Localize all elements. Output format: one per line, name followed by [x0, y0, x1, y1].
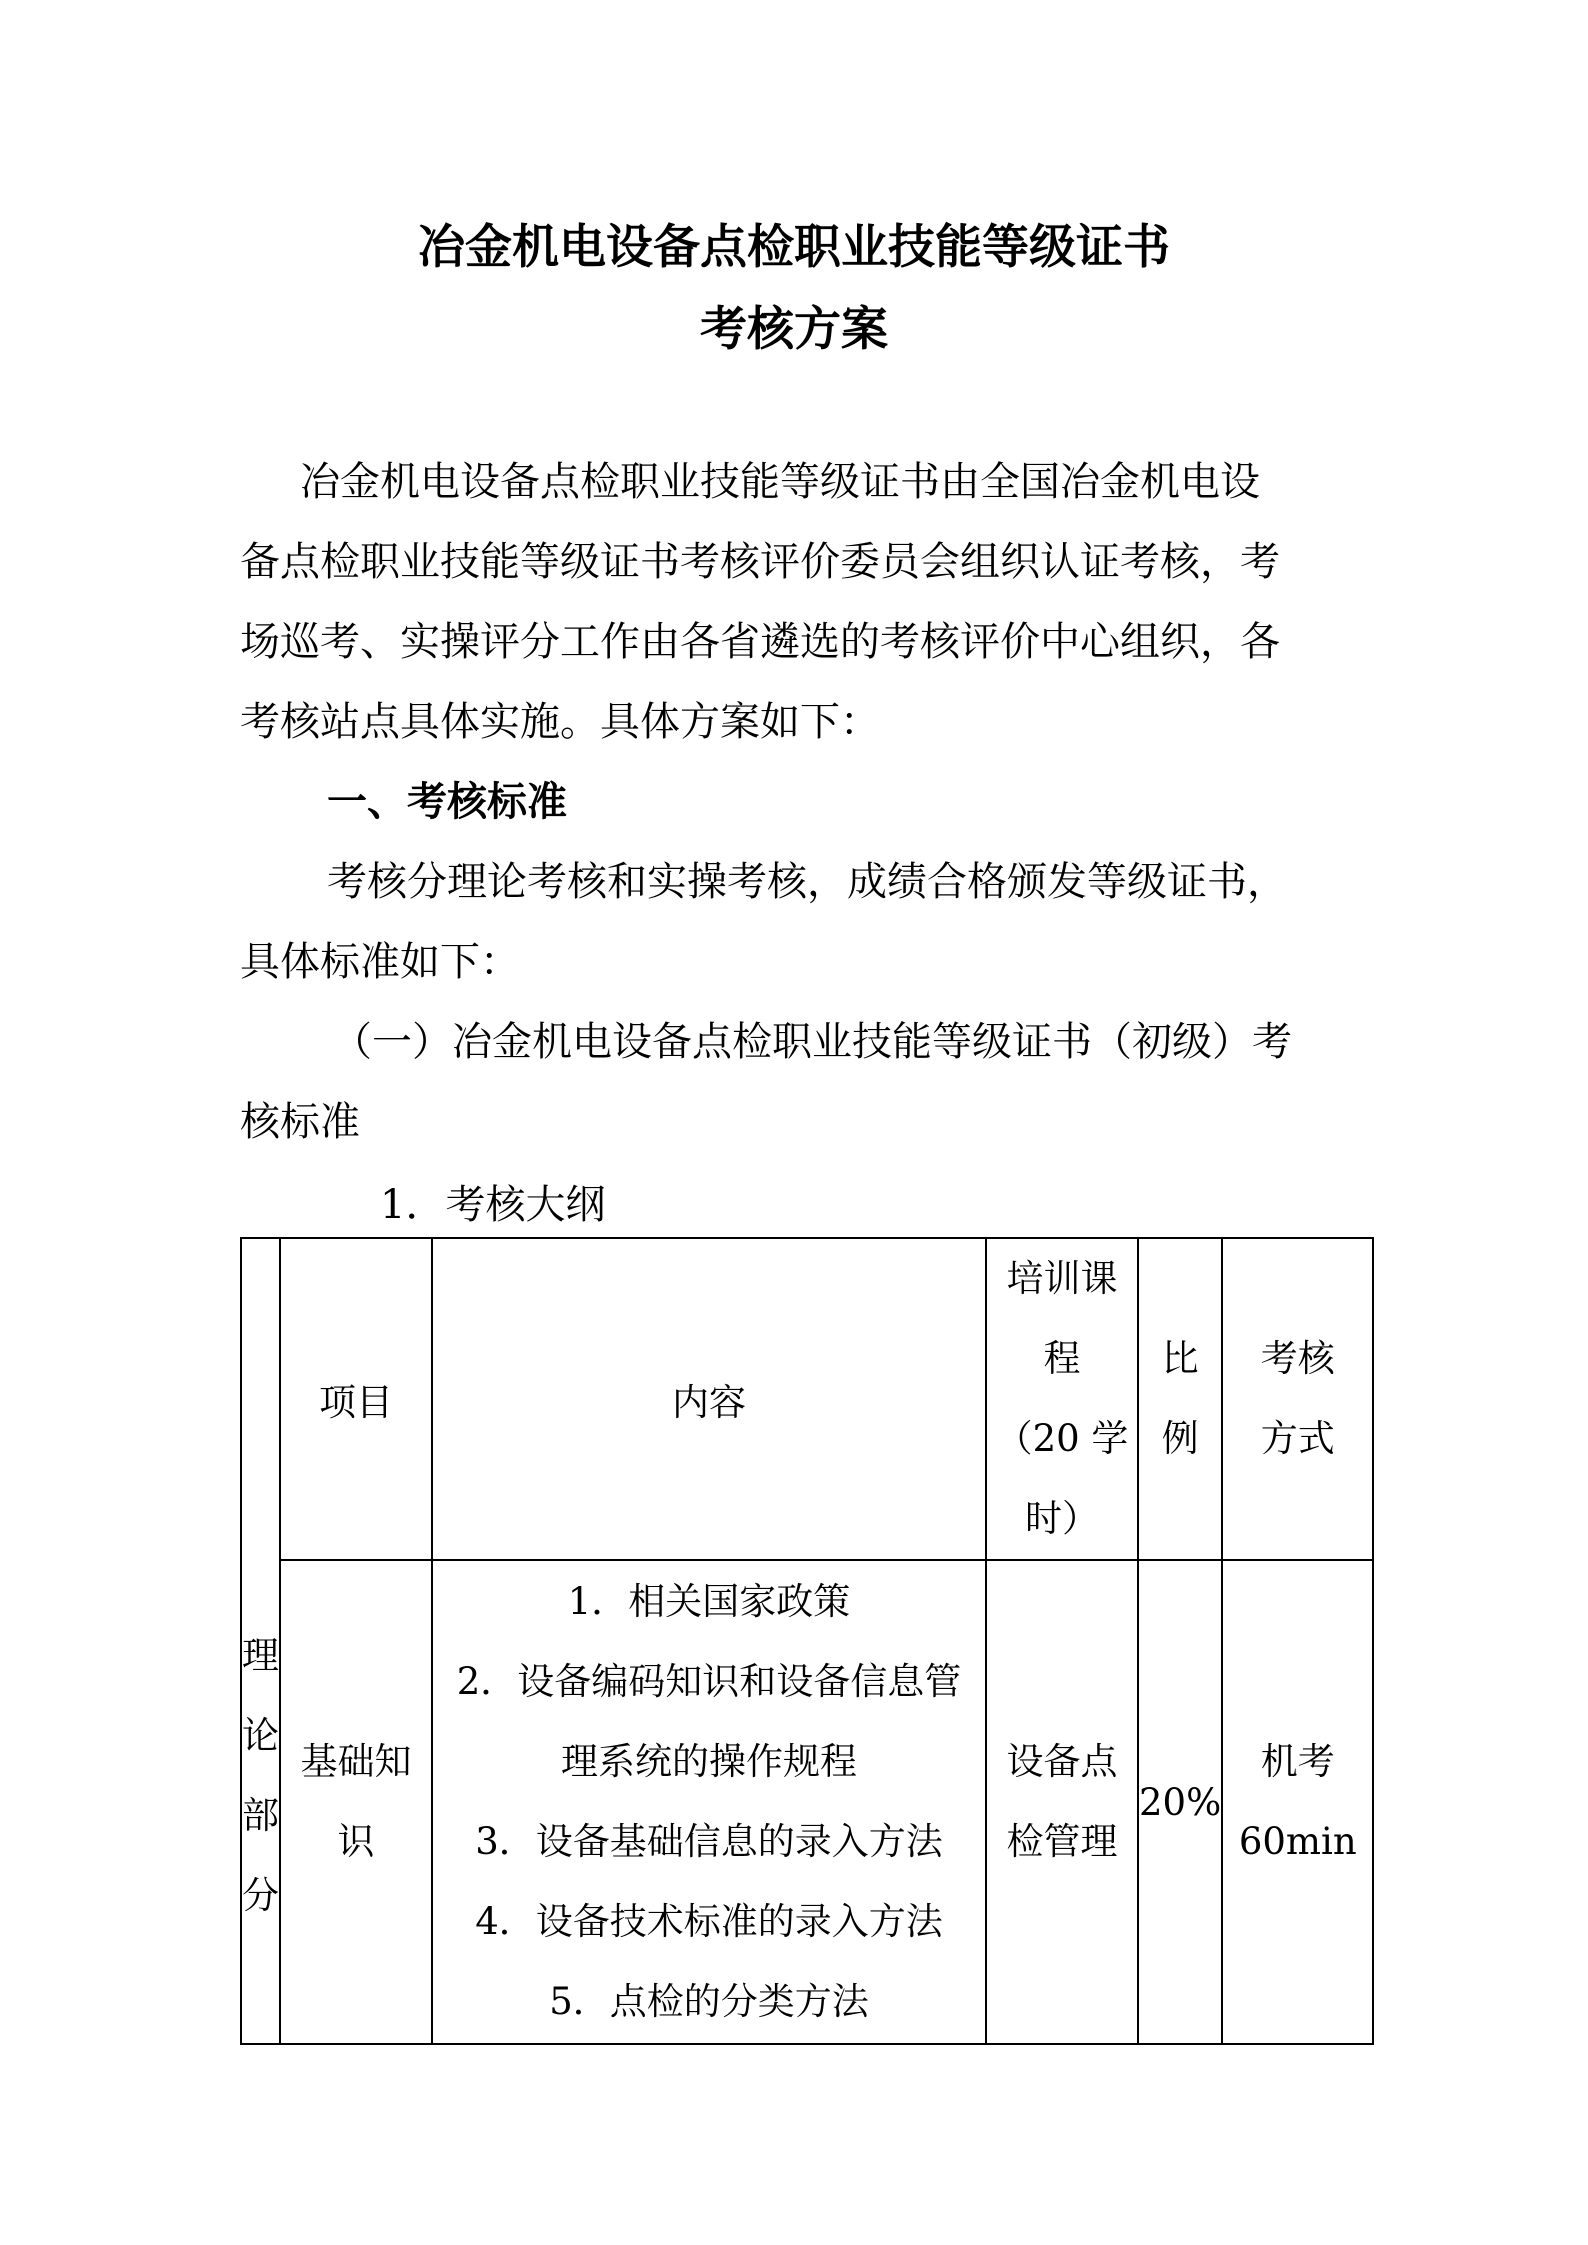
row-course-line: 设备点	[1006, 1740, 1118, 1783]
header-content-label: 内容	[672, 1381, 746, 1424]
header-ratio	[1138, 1238, 1222, 1560]
header-method-line: 方式	[1260, 1417, 1335, 1460]
row-ratio-value: 20%	[1139, 1780, 1222, 1824]
row-content-line: 2．设备编码知识和设备信息管	[456, 1660, 962, 1703]
intro-line-3: 场巡考、实操评分工作由各省遴选的考核评价中心组织，各	[240, 619, 1280, 665]
row-method-line: 机考	[1260, 1740, 1335, 1783]
header-content	[432, 1238, 986, 1560]
header-course-line: 程	[1043, 1337, 1081, 1380]
row-content-line: 5．点检的分类方法	[549, 1980, 869, 2023]
doc-title-line2: 考核方案	[700, 302, 888, 357]
intro-line-4: 考核站点具体实施。具体方案如下：	[240, 699, 880, 745]
category-char: 理	[242, 1634, 279, 1677]
table-row	[241, 1560, 1373, 2044]
header-item	[280, 1238, 432, 1560]
row-method-line: 60min	[1238, 1820, 1357, 1863]
subsection-line-1: （一）冶金机电设备点检职业技能等级证书（初级）考	[332, 1019, 1292, 1065]
category-char: 分	[242, 1874, 279, 1917]
intro-line-1: 冶金机电设备点检职业技能等级证书由全国冶金机电设	[300, 459, 1260, 505]
row-content-line: 理系统的操作规程	[561, 1740, 857, 1783]
row-content	[432, 1560, 986, 2044]
header-item-label: 项目	[319, 1381, 393, 1424]
header-ratio-line: 比	[1161, 1337, 1199, 1380]
row-content-line: 4．设备技术标准的录入方法	[475, 1900, 943, 1943]
table-header-row	[241, 1238, 1373, 1560]
header-course-line: 培训课	[1006, 1257, 1118, 1300]
row-item-line: 识	[337, 1820, 375, 1863]
row-ratio	[1138, 1560, 1222, 2044]
section1-heading: 一、考核标准	[327, 778, 567, 825]
intro-line-2: 备点检职业技能等级证书考核评价委员会组织认证考核，考	[240, 539, 1280, 585]
assessment-outline-table	[240, 1237, 1374, 2045]
header-course-line: （20 学	[995, 1417, 1129, 1460]
header-method	[1222, 1238, 1373, 1560]
category-char: 部	[242, 1794, 279, 1837]
outline-label: 1．考核大纲	[380, 1182, 606, 1228]
row-course	[986, 1560, 1138, 2044]
row-item	[280, 1560, 432, 2044]
section1-line-1: 考核分理论考核和实操考核，成绩合格颁发等级证书，	[327, 859, 1287, 905]
header-course-line: 时）	[1025, 1497, 1099, 1540]
section1-line-2: 具体标准如下：	[240, 939, 520, 985]
doc-title-line1: 冶金机电设备点检职业技能等级证书	[418, 220, 1170, 275]
row-method	[1222, 1560, 1373, 2044]
subsection-line-2: 核标准	[240, 1099, 360, 1145]
row-course-line: 检管理	[1006, 1820, 1118, 1863]
header-ratio-line: 例	[1161, 1417, 1199, 1460]
header-course	[986, 1238, 1138, 1560]
row-content-line: 1．相关国家政策	[567, 1580, 851, 1623]
row-content-line: 3．设备基础信息的录入方法	[475, 1820, 943, 1863]
category-char: 论	[242, 1714, 279, 1757]
row-item-line: 基础知	[300, 1740, 412, 1783]
category-cell	[241, 1238, 280, 2044]
header-method-line: 考核	[1260, 1337, 1335, 1380]
